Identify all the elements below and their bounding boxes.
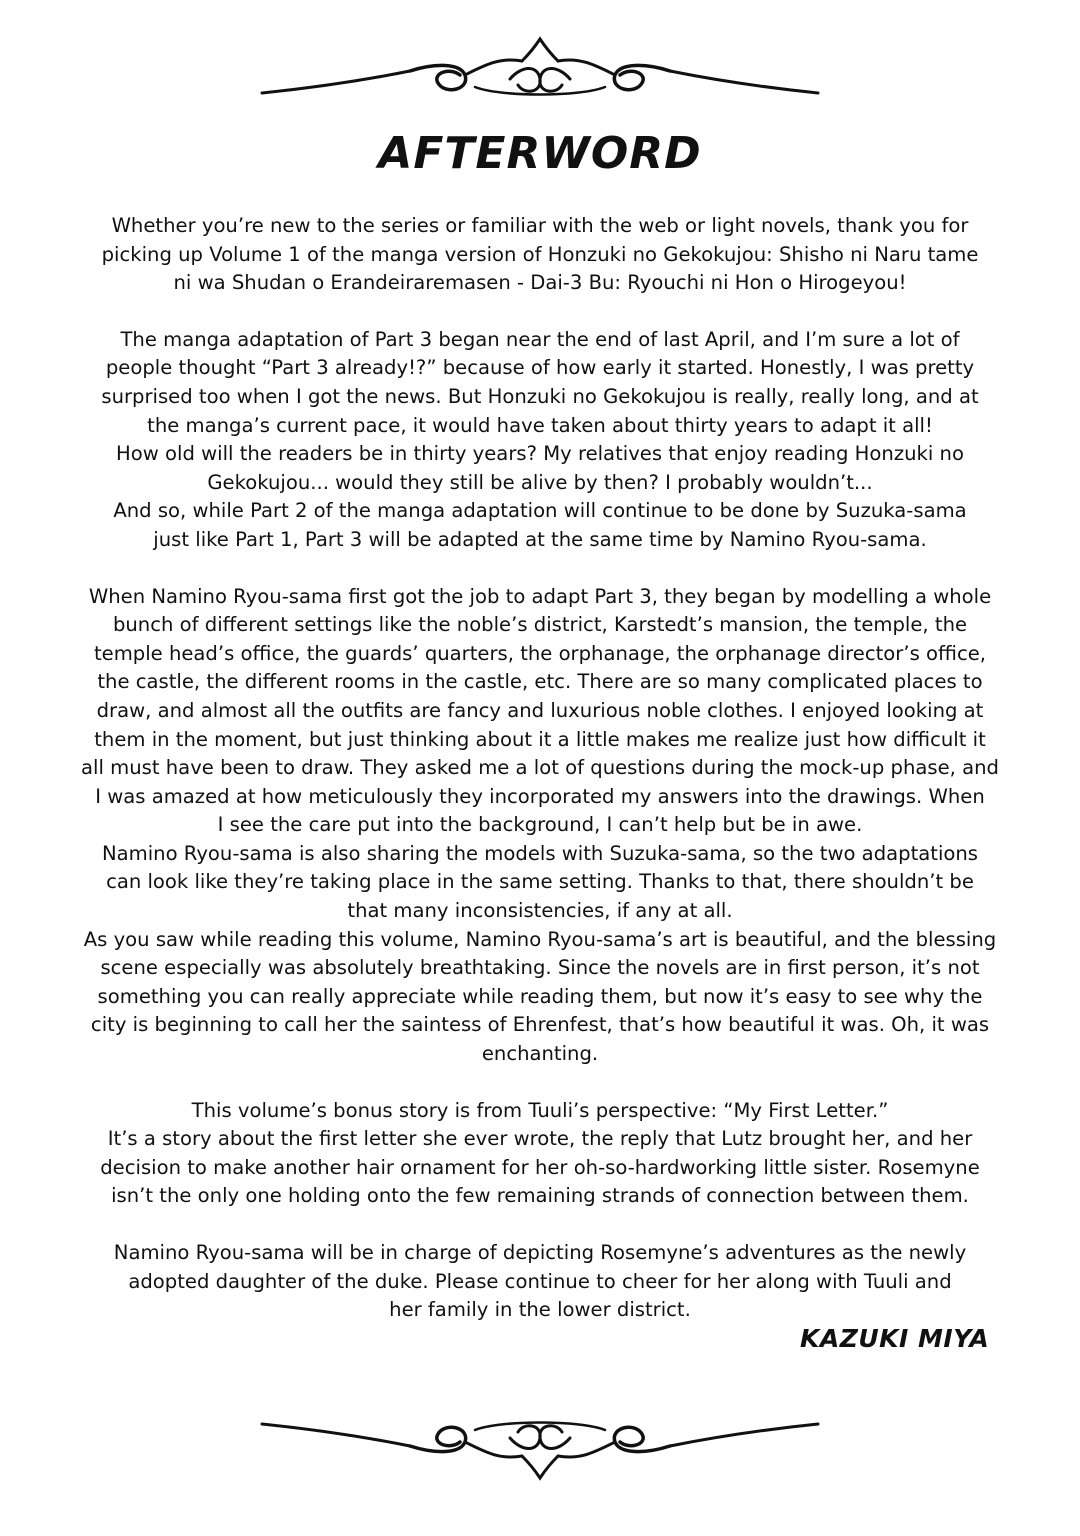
text-line: The manga adaptation of Part 3 began near the end of last April, and I’m sure a lot of — [120, 327, 960, 351]
text-line: that many inconsistencies, if any at all. — [347, 899, 733, 923]
text-line: And so, while Part 2 of the manga adaptation will continue to be done by Suzuka-sama — [113, 499, 967, 523]
paragraph-intro — [50, 212, 1030, 298]
text-line: can look like they’re taking place in the same setting. Thanks to that, there shouldn’t be — [106, 870, 974, 894]
text-line: her family in the lower district. — [389, 1298, 691, 1322]
text-line: I see the care put into the background, I can’t help but be in awe. — [217, 813, 863, 837]
text-line: the manga’s current pace, it would have taken about thirty years to adapt it all! — [147, 413, 933, 437]
text-line: draw, and almost all the outfits are fancy and luxurious noble clothes. I enjoyed looking at — [96, 698, 984, 722]
text-line: It’s a story about the first letter she ever wrote, the reply that Lutz brought her, and her — [107, 1127, 973, 1151]
text-line: temple head’s office, the guards’ quarters, the orphanage, the orphanage director’s office, — [93, 641, 987, 665]
paragraph-part3-start — [50, 326, 1030, 555]
text-line: just like Part 1, Part 3 will be adapted at the same time by Namino Ryou-sama. — [153, 527, 927, 551]
text-line: Namino Ryou-sama will be in charge of depicting Rosemyne’s adventures as the newly — [113, 1241, 967, 1264]
text-line: ni wa Shudan o Erandeiraremasen - Dai-3 Bu: Ryouchi ni Hon o Hirogeyou! — [173, 271, 907, 295]
text-line: scene especially was absolutely breathtaking. Since the novels are in first person, it’s not — [100, 956, 980, 980]
paragraph-closing — [50, 1239, 1030, 1325]
text-line: them in the moment, but just thinking about it a little makes me realize just how difficult it — [94, 727, 986, 751]
text-line: adopted daughter of the duke. Please continue to cheer for her along with Tuuli and — [128, 1269, 952, 1293]
text-line: I was amazed at how meticulously they incorporated my answers into the drawings. When — [95, 784, 985, 808]
text-line: all must have been to draw. They asked me a lot of questions during the mock-up phase, and — [81, 756, 999, 780]
text-line: As you saw while reading this volume, Namino Ryou-sama’s art is beautiful, and the blessing — [83, 927, 997, 951]
text-line: When Namino Ryou-sama first got the job to adapt Part 3, they began by modelling a whole — [88, 584, 992, 608]
text-line: the castle, the different rooms in the castle, etc. There are so many complicated places to — [97, 670, 983, 694]
text-line: How old will the readers be in thirty years? My relatives that enjoy reading Honzuki no — [116, 442, 964, 466]
text-line: isn’t the only one holding onto the few remaining strands of connection between them. — [111, 1184, 969, 1208]
text-line: Gekokujou... would they still be alive by then? I probably wouldn’t... — [207, 470, 873, 494]
text-line: Whether you’re new to the series or familiar with the web or light novels, thank you for — [111, 214, 969, 237]
text-line: something you can really appreciate while reading them, but now it’s easy to see why the — [97, 984, 983, 1008]
afterword-body — [50, 212, 1030, 1325]
text-line: city is beginning to call her the saintess of Ehrenfest, that’s how beautiful it was. Oh, it was — [90, 1013, 990, 1037]
page-title: AFTERWORD — [378, 128, 702, 179]
text-line: enchanting. — [481, 1042, 599, 1066]
text-line: picking up Volume 1 of the manga version of Honzuki no Gekokujou: Shisho ni Naru tame — [101, 242, 979, 266]
text-line: people thought “Part 3 already!?” because of how early it started. Honestly, I was pretty — [105, 356, 975, 380]
author-signature: KAZUKI MIYA — [800, 1324, 990, 1353]
text-line: surprised too when I got the news. But Honzuki no Gekokujou is really, really long, and at — [101, 384, 979, 408]
paragraph-artist — [50, 583, 1030, 1069]
paragraph-bonus-story — [50, 1097, 1030, 1211]
top-flourish-ornament — [260, 35, 820, 105]
text-line: Namino Ryou-sama is also sharing the models with Suzuka-sama, so the two adaptations — [101, 841, 979, 865]
text-line: decision to make another hair ornament for her oh-so-hardworking little sister. Rosemyne — [100, 1155, 980, 1179]
text-line: This volume’s bonus story is from Tuuli’s perspective: “My First Letter.” — [191, 1098, 889, 1122]
text-line: bunch of different settings like the noble’s district, Karstedt’s mansion, the temple, the — [112, 613, 968, 637]
bottom-flourish-ornament — [260, 1412, 820, 1482]
